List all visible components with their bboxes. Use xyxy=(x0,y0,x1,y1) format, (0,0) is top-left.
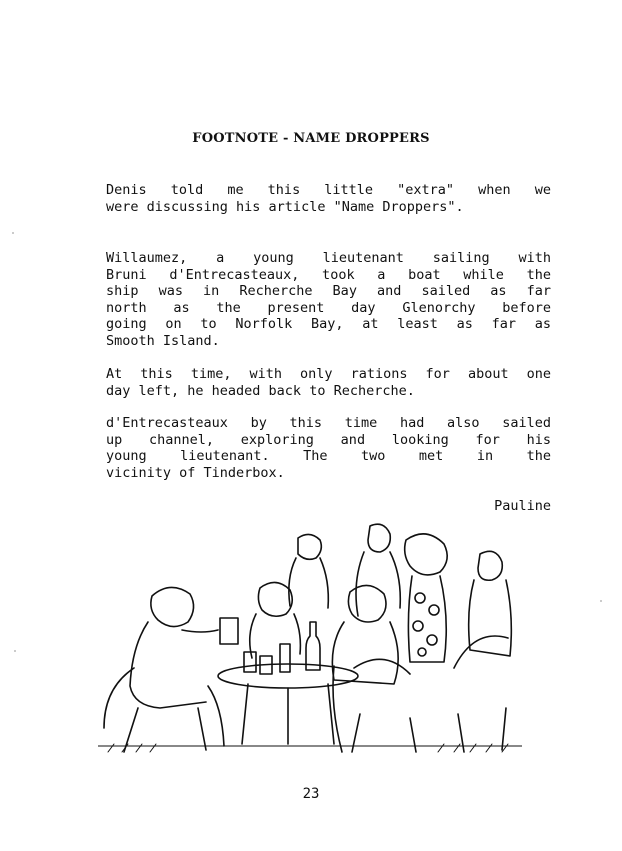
signature: Pauline xyxy=(494,498,551,514)
text-line: day left, he headed back to Recherche. xyxy=(106,382,415,399)
text-line: up channel, exploring and looking for his xyxy=(106,431,551,448)
pub-scene-illustration xyxy=(98,518,522,754)
text-line: Willaumez, a young lieutenant sailing with xyxy=(106,250,551,266)
text-line: were discussing his article "Name Droppers". xyxy=(106,198,464,215)
text-line: Bruni d'Entrecasteaux, took a boat while the xyxy=(106,266,551,283)
text-line: young lieutenant. The two met in the xyxy=(106,448,551,465)
text-line: north as the present day Glenorchy before xyxy=(106,299,551,316)
page-title: FOOTNOTE - NAME DROPPERS xyxy=(192,131,430,146)
paragraph-entrecasteaux xyxy=(106,415,551,481)
text-line: ship was in Recherche Bay and sailed as far xyxy=(106,283,551,300)
page-number: 23 xyxy=(302,786,320,802)
scan-speck xyxy=(14,650,16,652)
text-line: Smooth Island. xyxy=(106,332,220,349)
text-line: d'Entrecasteaux by this time had also sailed xyxy=(106,415,551,431)
paragraph-rations xyxy=(106,366,551,399)
text-line: going on to Norfolk Bay, at least as far as xyxy=(106,316,551,333)
text-line: Denis told me this little "extra" when we xyxy=(106,182,551,198)
paragraph-intro xyxy=(106,182,551,215)
paragraph-willaumez xyxy=(106,250,551,350)
scan-speck xyxy=(600,600,602,602)
scan-speck xyxy=(12,232,14,234)
text-line: At this time, with only rations for about one xyxy=(106,366,551,382)
text-line: vicinity of Tinderbox. xyxy=(106,464,285,481)
